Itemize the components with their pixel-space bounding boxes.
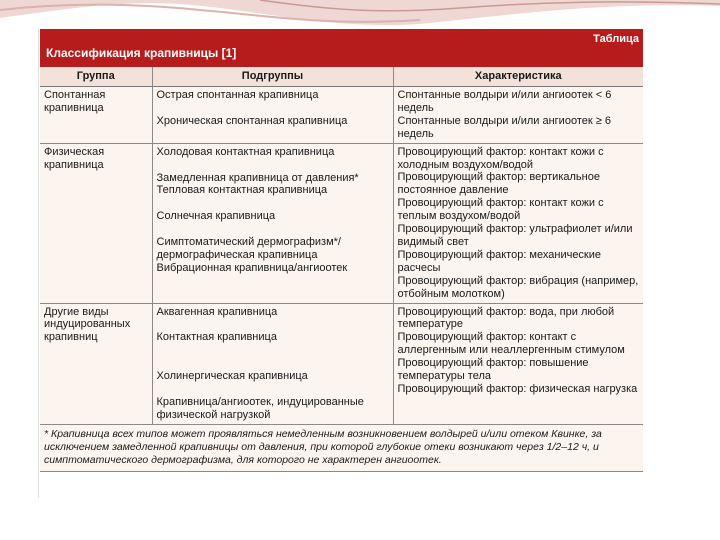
characteristic-item: Спонтанные волдыри и/или ангиоотек ≥ 6 недель — [397, 114, 611, 140]
subgroup-item: Холодовая контактная крапивница — [156, 145, 335, 158]
characteristic-item: Провоцирующий фактор: вода, при любой температуре — [397, 305, 615, 331]
characteristic-item: Провоцирующий фактор: ультрафиолет и/или видимый свет — [397, 223, 633, 248]
subgroup-item: Солнечная крапивница — [156, 210, 276, 223]
characteristic-item: Провоцирующий фактор: контакт с аллергенным или неаллергенным стимулом — [397, 331, 625, 357]
characteristics-cell — [393, 87, 643, 144]
column-header-group: Группа — [40, 67, 152, 87]
subgroup-item: Хроническая спонтанная крапивница — [156, 114, 348, 127]
group-cell — [40, 303, 152, 425]
characteristic-item: Спонтанные волдыри и/или ангиоотек < 6 недель — [397, 89, 612, 114]
characteristic-item: Провоцирующий фактор: контакт кожи с холодным воздухом/водой — [397, 145, 604, 171]
characteristics-cell — [393, 303, 643, 425]
column-header-characteristics: Характеристика — [393, 67, 643, 87]
table-footnote: * Крапивница всех типов может проявляться немедленным возникновением волдырей и/или отеком Квинке, за исключением замедленной крапивницы от давления, при которой глубокие отеки возникают через 1/2–12 ч, и симптоматического дермографизма, для которого не характерен ангиоотек. — [40, 425, 643, 472]
characteristic-item: Провоцирующий фактор: вибрация (например, отбойным молотком) — [397, 274, 639, 300]
group-cell — [40, 87, 152, 144]
subgroups-cell — [152, 87, 393, 144]
subgroup-item: Аквагенная крапивница — [156, 305, 278, 318]
characteristic-item: Провоцирующий фактор: вертикальное постоянное давление — [397, 171, 600, 197]
subgroups-cell — [152, 143, 393, 303]
subgroup-item: Крапивница/ангиоотек, индуцированные физической нагрузкой — [156, 396, 364, 422]
group-name: Другие виды индуцированных крапивниц — [44, 305, 131, 344]
subgroups-cell — [152, 303, 393, 425]
group-cell — [40, 143, 152, 303]
subgroup-item: Холинергическая крапивница — [156, 370, 308, 383]
table-title: Классификация крапивницы [1] — [46, 46, 237, 60]
subgroup-item: Острая спонтанная крапивница — [156, 89, 319, 101]
slide-edge-line — [38, 28, 39, 498]
subgroup-item: Тепловая контактная крапивница — [156, 184, 328, 197]
document-table-figure — [40, 29, 643, 472]
classification-table — [40, 67, 643, 425]
subgroup-item: Вибрационная крапивница/ангиоотек — [156, 262, 348, 275]
table-row — [40, 303, 643, 425]
column-header-subgroups: Подгруппы — [152, 67, 393, 87]
table-row — [40, 143, 643, 303]
slide-decoration — [0, 0, 720, 30]
characteristic-item: Провоцирующий фактор: механические расчесы — [397, 248, 602, 274]
table-header-bar — [40, 29, 643, 67]
characteristic-item: Провоцирующий фактор: повышение температуры тела — [397, 357, 589, 383]
subgroup-item: Симптоматический дермографизм*/ дермографическая крапивница — [156, 236, 341, 262]
group-name: Спонтанная крапивница — [44, 89, 106, 114]
table-label: Таблица — [593, 33, 639, 45]
group-name: Физическая крапивница — [44, 145, 105, 171]
characteristics-cell — [393, 143, 643, 303]
subgroup-item: Замедленная крапивница от давления* — [156, 171, 359, 184]
characteristic-item: Провоцирующий фактор: физическая нагрузка — [397, 382, 638, 395]
characteristic-item: Провоцирующий фактор: контакт кожи с теплым воздухом/водой — [397, 197, 604, 223]
table-row — [40, 87, 643, 144]
column-header-row — [40, 67, 643, 87]
subgroup-item: Контактная крапивница — [156, 331, 277, 344]
